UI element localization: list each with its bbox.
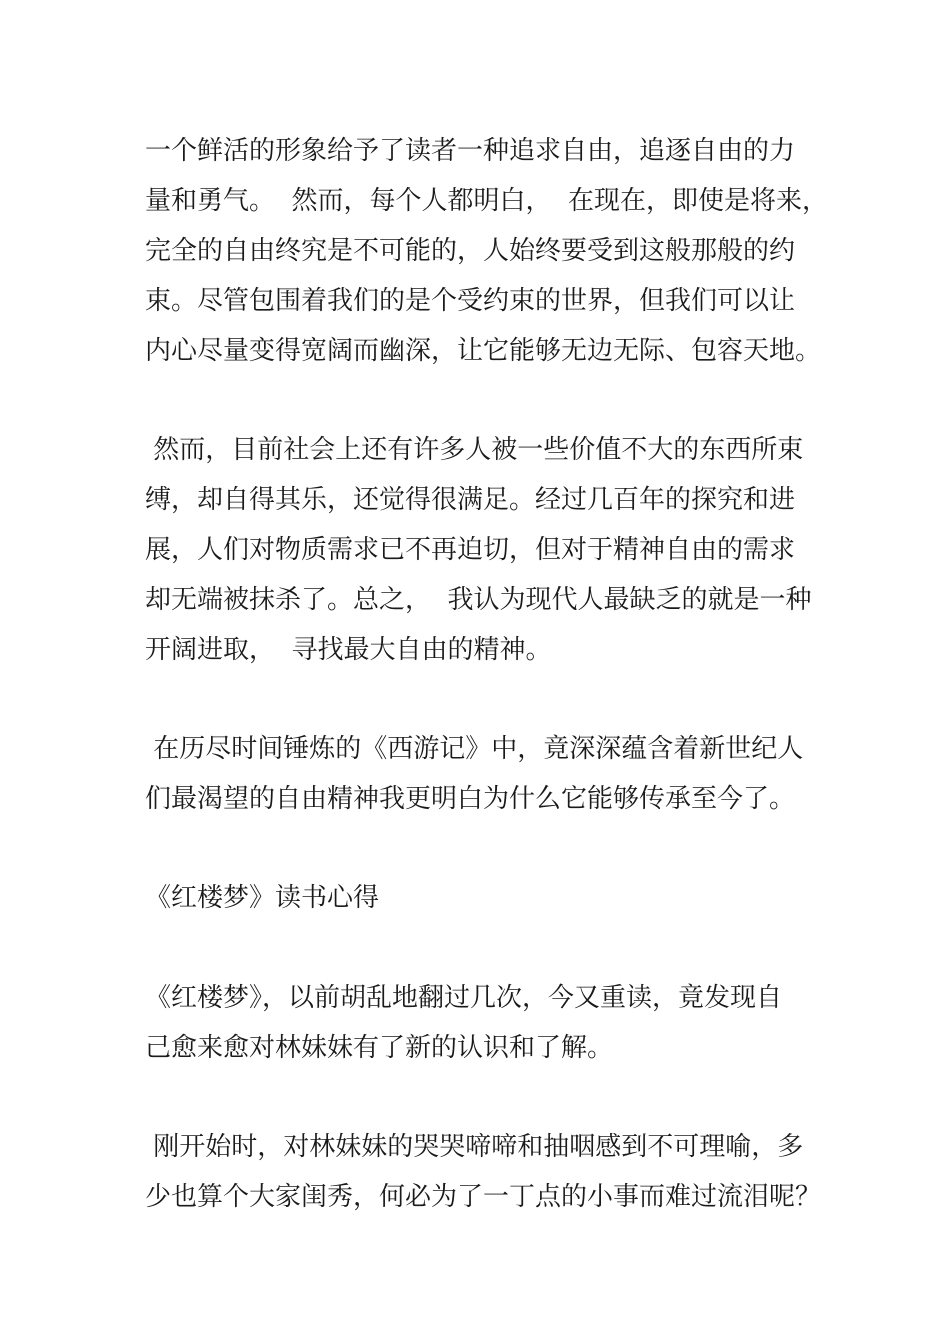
- paragraph-lin-meimei: [145, 1122, 820, 1222]
- text-line: 却无端被抹杀了。总之， 我认为现代人最缺乏的就是一种: [145, 585, 812, 615]
- paragraph-modern-society: [145, 425, 820, 675]
- text-line: 《红楼梦》，以前胡乱地翻过几次，今又重读，竟发现自: [145, 983, 783, 1013]
- text-line: 少也算个大家闺秀，何必为了一丁点的小事而难过流泪呢？: [145, 1182, 822, 1212]
- heading-line: 《红楼梦》读书心得: [145, 883, 380, 913]
- text-line: 完全的自由终究是不可能的，人始终要受到这般那般的约: [145, 236, 796, 266]
- text-line: 在历尽时间锤炼的《西游记》中，竟深深蕴含着新世纪人: [145, 734, 804, 764]
- paragraph-freedom-spirit: [145, 126, 829, 376]
- text-line: 内心尽量变得宽阔而幽深，让它能够无边无际、包容天地。: [145, 336, 822, 366]
- text-line: 一个鲜活的形象给予了读者一种追求自由，追逐自由的力: [145, 136, 796, 166]
- text-line: 束。尽管包围着我们的是个受约束的世界，但我们可以让: [145, 286, 796, 316]
- text-line: 己愈来愈对林妹妹有了新的认识和了解。: [145, 1033, 614, 1063]
- section-heading: [145, 873, 820, 923]
- text-line: 缚，却自得其乐，还觉得很满足。经过几百年的探究和进: [145, 485, 796, 515]
- text-line: 刚开始时，对林妹妹的哭哭啼啼和抽咽感到不可理喻，多: [145, 1132, 804, 1162]
- text-line: 量和勇气。 然而，每个人都明白， 在现在，即使是将来，: [145, 186, 829, 216]
- paragraph-journey-to-the-west: [145, 724, 820, 824]
- text-line: 然而，目前社会上还有许多人被一些价值不大的东西所束: [145, 435, 804, 465]
- paragraph-reread: [145, 973, 820, 1073]
- text-line: 开阔进取， 寻找最大自由的精神。: [145, 635, 552, 665]
- text-line: 展，人们对物质需求已不再迫切，但对于精神自由的需求: [145, 535, 796, 565]
- text-line: 们最渴望的自由精神我更明白为什么它能够传承至今了。: [145, 784, 796, 814]
